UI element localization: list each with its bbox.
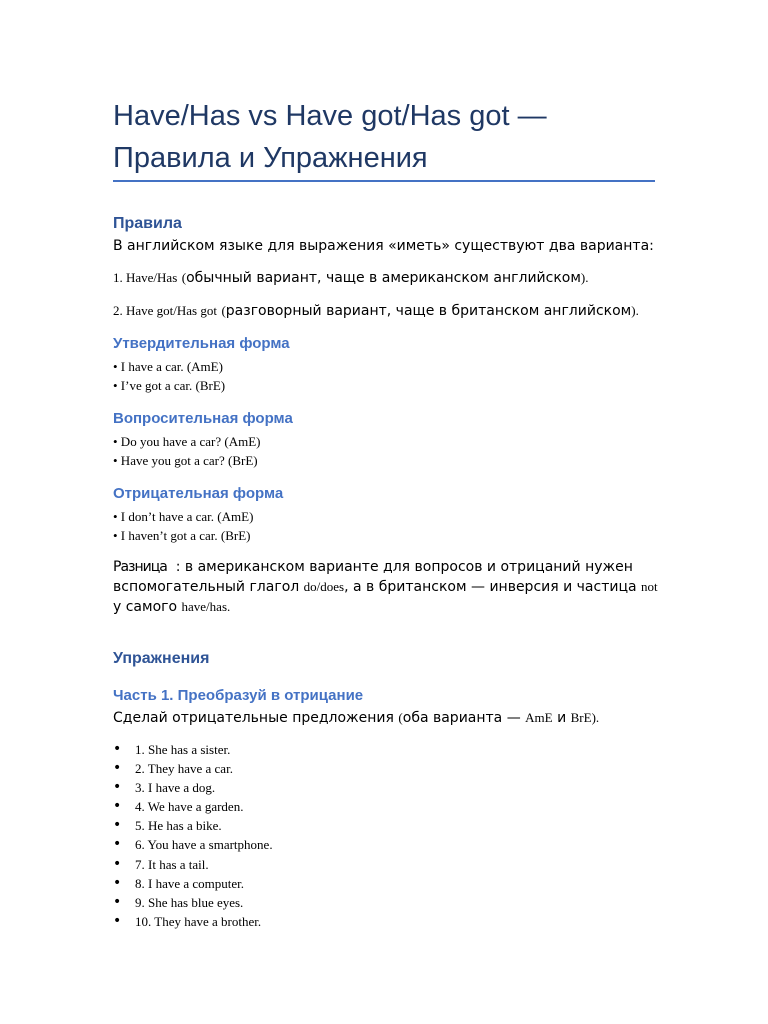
- exercise-sentence: 5. He has a bike.: [135, 818, 222, 834]
- instruction-text: оба варианта —: [402, 710, 521, 726]
- negative-line: • I don’t have a car. (AmE): [113, 509, 254, 524]
- question-line: • Have you got a car? (BrE): [113, 453, 258, 468]
- instruction-text: Сделай отрицательные предложения: [113, 710, 394, 726]
- difference-word: Разница: [113, 559, 167, 575]
- difference-text-2: , а в британском — инверсия и частица: [344, 579, 637, 595]
- exercise-sentence: 2. They have a car.: [135, 761, 233, 777]
- instruction-bre: BrE: [570, 710, 592, 725]
- exercise-sentence: 7. It has a tail.: [135, 856, 209, 872]
- question-heading: Вопросительная форма: [113, 410, 293, 427]
- affirmative-line: • I’ve got a car. (BrE): [113, 378, 226, 393]
- option-1: 1. Have/Has (обычный вариант, чаще в американском английском).: [113, 270, 589, 286]
- option-1-desc: обычный вариант, чаще в американском английском: [186, 270, 581, 286]
- difference-code-2: not: [641, 579, 658, 594]
- exercises-heading: Упражнения: [113, 650, 210, 667]
- instruction-text: и: [557, 710, 567, 726]
- exercise-sentence: 9. She has blue eyes.: [135, 894, 244, 910]
- negative-line: • I haven’t got a car. (BrE): [113, 528, 251, 543]
- option-1-form: 1. Have/Has: [113, 270, 178, 285]
- difference-note: [113, 557, 658, 617]
- document-title: Have/Has vs Have got/Has got — Правила и Упражнения: [113, 100, 547, 174]
- bullet-icon: •: [113, 817, 122, 834]
- affirmative-line: • I have a car. (AmE): [113, 359, 223, 374]
- exercise-sentence: 4. We have a garden.: [135, 799, 244, 815]
- affirmative-heading: Утвердительная форма: [113, 335, 290, 352]
- difference-code-3: have/has.: [181, 599, 231, 614]
- exercise-sentence: 1. She has a sister.: [135, 742, 231, 757]
- rules-intro: В английском языке для выражения «иметь» существуют два варианта:: [113, 238, 654, 254]
- exercise-sentence: 10. They have a brother.: [135, 913, 262, 929]
- part-1-heading: Часть 1. Преобразуй в отрицание: [113, 687, 364, 704]
- instruction-ame: AmE: [525, 710, 553, 725]
- bullet-icon: •: [113, 874, 122, 891]
- exercise-sentence: 3. I have a dog.: [135, 780, 216, 796]
- bullet-icon: •: [113, 893, 122, 910]
- part-1-instruction: Сделай отрицательные предложения (оба варианта — AmE и BrE).: [113, 710, 600, 726]
- bullet-icon: •: [113, 760, 122, 777]
- bullet-icon: •: [113, 798, 122, 815]
- bullet-icon: •: [113, 912, 122, 929]
- title-underline: [113, 180, 655, 182]
- bullet-icon: •: [113, 741, 122, 757]
- question-line: • Do you have a car? (AmE): [113, 434, 261, 449]
- difference-code-1: do/does: [303, 579, 345, 594]
- exercise-sentence: 8. I have a computer.: [135, 875, 245, 891]
- negative-heading: Отрицательная форма: [113, 485, 284, 502]
- bullet-icon: •: [113, 836, 122, 853]
- bullet-icon: •: [113, 779, 122, 796]
- option-2-desc: разговорный вариант, чаще в британском английском: [225, 303, 632, 319]
- option-2: 2. Have got/Has got (разговорный вариант, чаще в британском английском).: [113, 303, 639, 319]
- exercise-sentence: 6. You have a smartphone.: [135, 837, 273, 853]
- option-2-form: 2. Have got/Has got: [113, 303, 217, 318]
- rules-heading: Правила: [113, 215, 182, 232]
- difference-text-3: у самого: [113, 599, 178, 615]
- difference-text-1: : в американском варианте для вопросов и отрицаний нужен вспомогательный глагол: [113, 559, 633, 595]
- bullet-icon: •: [113, 855, 122, 872]
